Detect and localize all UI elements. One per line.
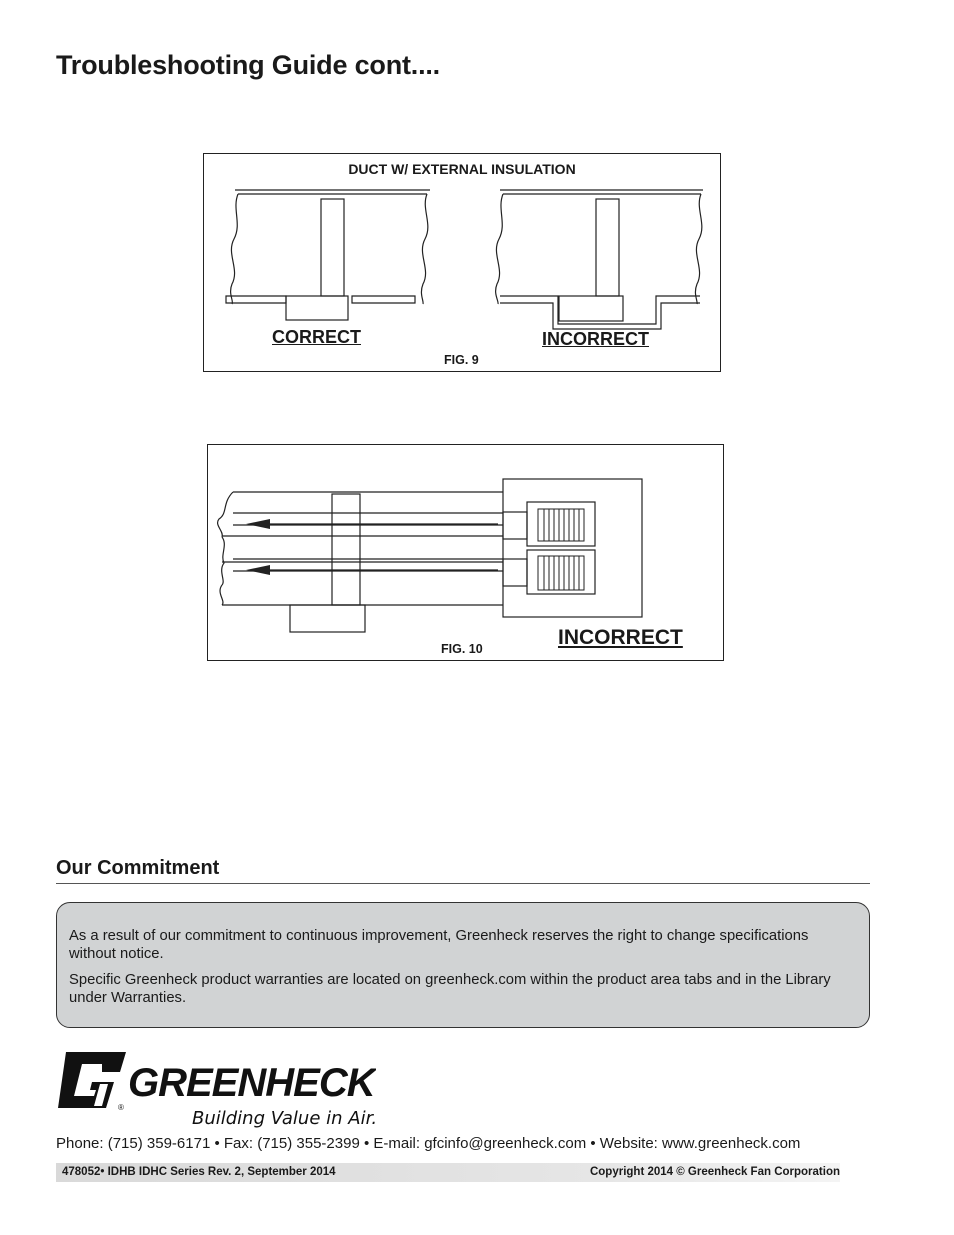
commitment-heading: Our Commitment [56, 857, 220, 879]
footer-bar [56, 1163, 840, 1182]
fig10-unit [503, 479, 642, 617]
logo-registered-mark: ® [118, 1103, 124, 1112]
commitment-paragraph-1: As a result of our commitment to continuous improvement, Greenheck reserves the right to change specifications without notice. [69, 928, 809, 962]
section-divider [56, 883, 870, 884]
greenheck-logo-mark [56, 1050, 376, 1130]
fig9-heading: DUCT W/ EXTERNAL INSULATION [348, 161, 576, 177]
fig9-correct-duct [226, 190, 430, 320]
fig9-correct-label: CORRECT [272, 327, 361, 347]
logo-brand-text: GREENHECK [128, 1061, 375, 1105]
fig10-arrowheads [246, 519, 270, 575]
greenheck-logo [56, 1050, 376, 1135]
fig10-airflow-arrows [268, 524, 498, 570]
fig10-caption: FIG. 10 [441, 642, 483, 656]
figure-10 [207, 444, 724, 661]
footer-doc-id: 478052• IDHB IDHC Series Rev. 2, September 2014 [62, 1166, 336, 1178]
page-title: Troubleshooting Guide cont.... [56, 50, 440, 80]
fig9-caption: FIG. 9 [444, 353, 479, 367]
contact-line: Phone: (715) 359-6171 • Fax: (715) 355-2399 • E-mail: gfcinfo@greenheck.com • Website: www.greenheck.com [56, 1135, 801, 1152]
fig9-incorrect-duct [496, 190, 703, 329]
footer-copyright: Copyright 2014 © Greenheck Fan Corporation [589, 1166, 840, 1178]
logo-tagline: Building Value in Air. [192, 1108, 376, 1129]
fig10-incorrect-label: INCORRECT [558, 626, 683, 649]
commitment-paragraph-2: Specific Greenheck product warranties are located on greenheck.com within the product area tabs and in the Library under Warranties. [69, 972, 831, 1006]
figure-9 [203, 153, 721, 372]
commitment-notice [56, 902, 870, 1028]
fig10-duct-runs [218, 492, 503, 632]
greenheck-g-icon [58, 1052, 126, 1108]
fig9-incorrect-label: INCORRECT [542, 329, 649, 349]
